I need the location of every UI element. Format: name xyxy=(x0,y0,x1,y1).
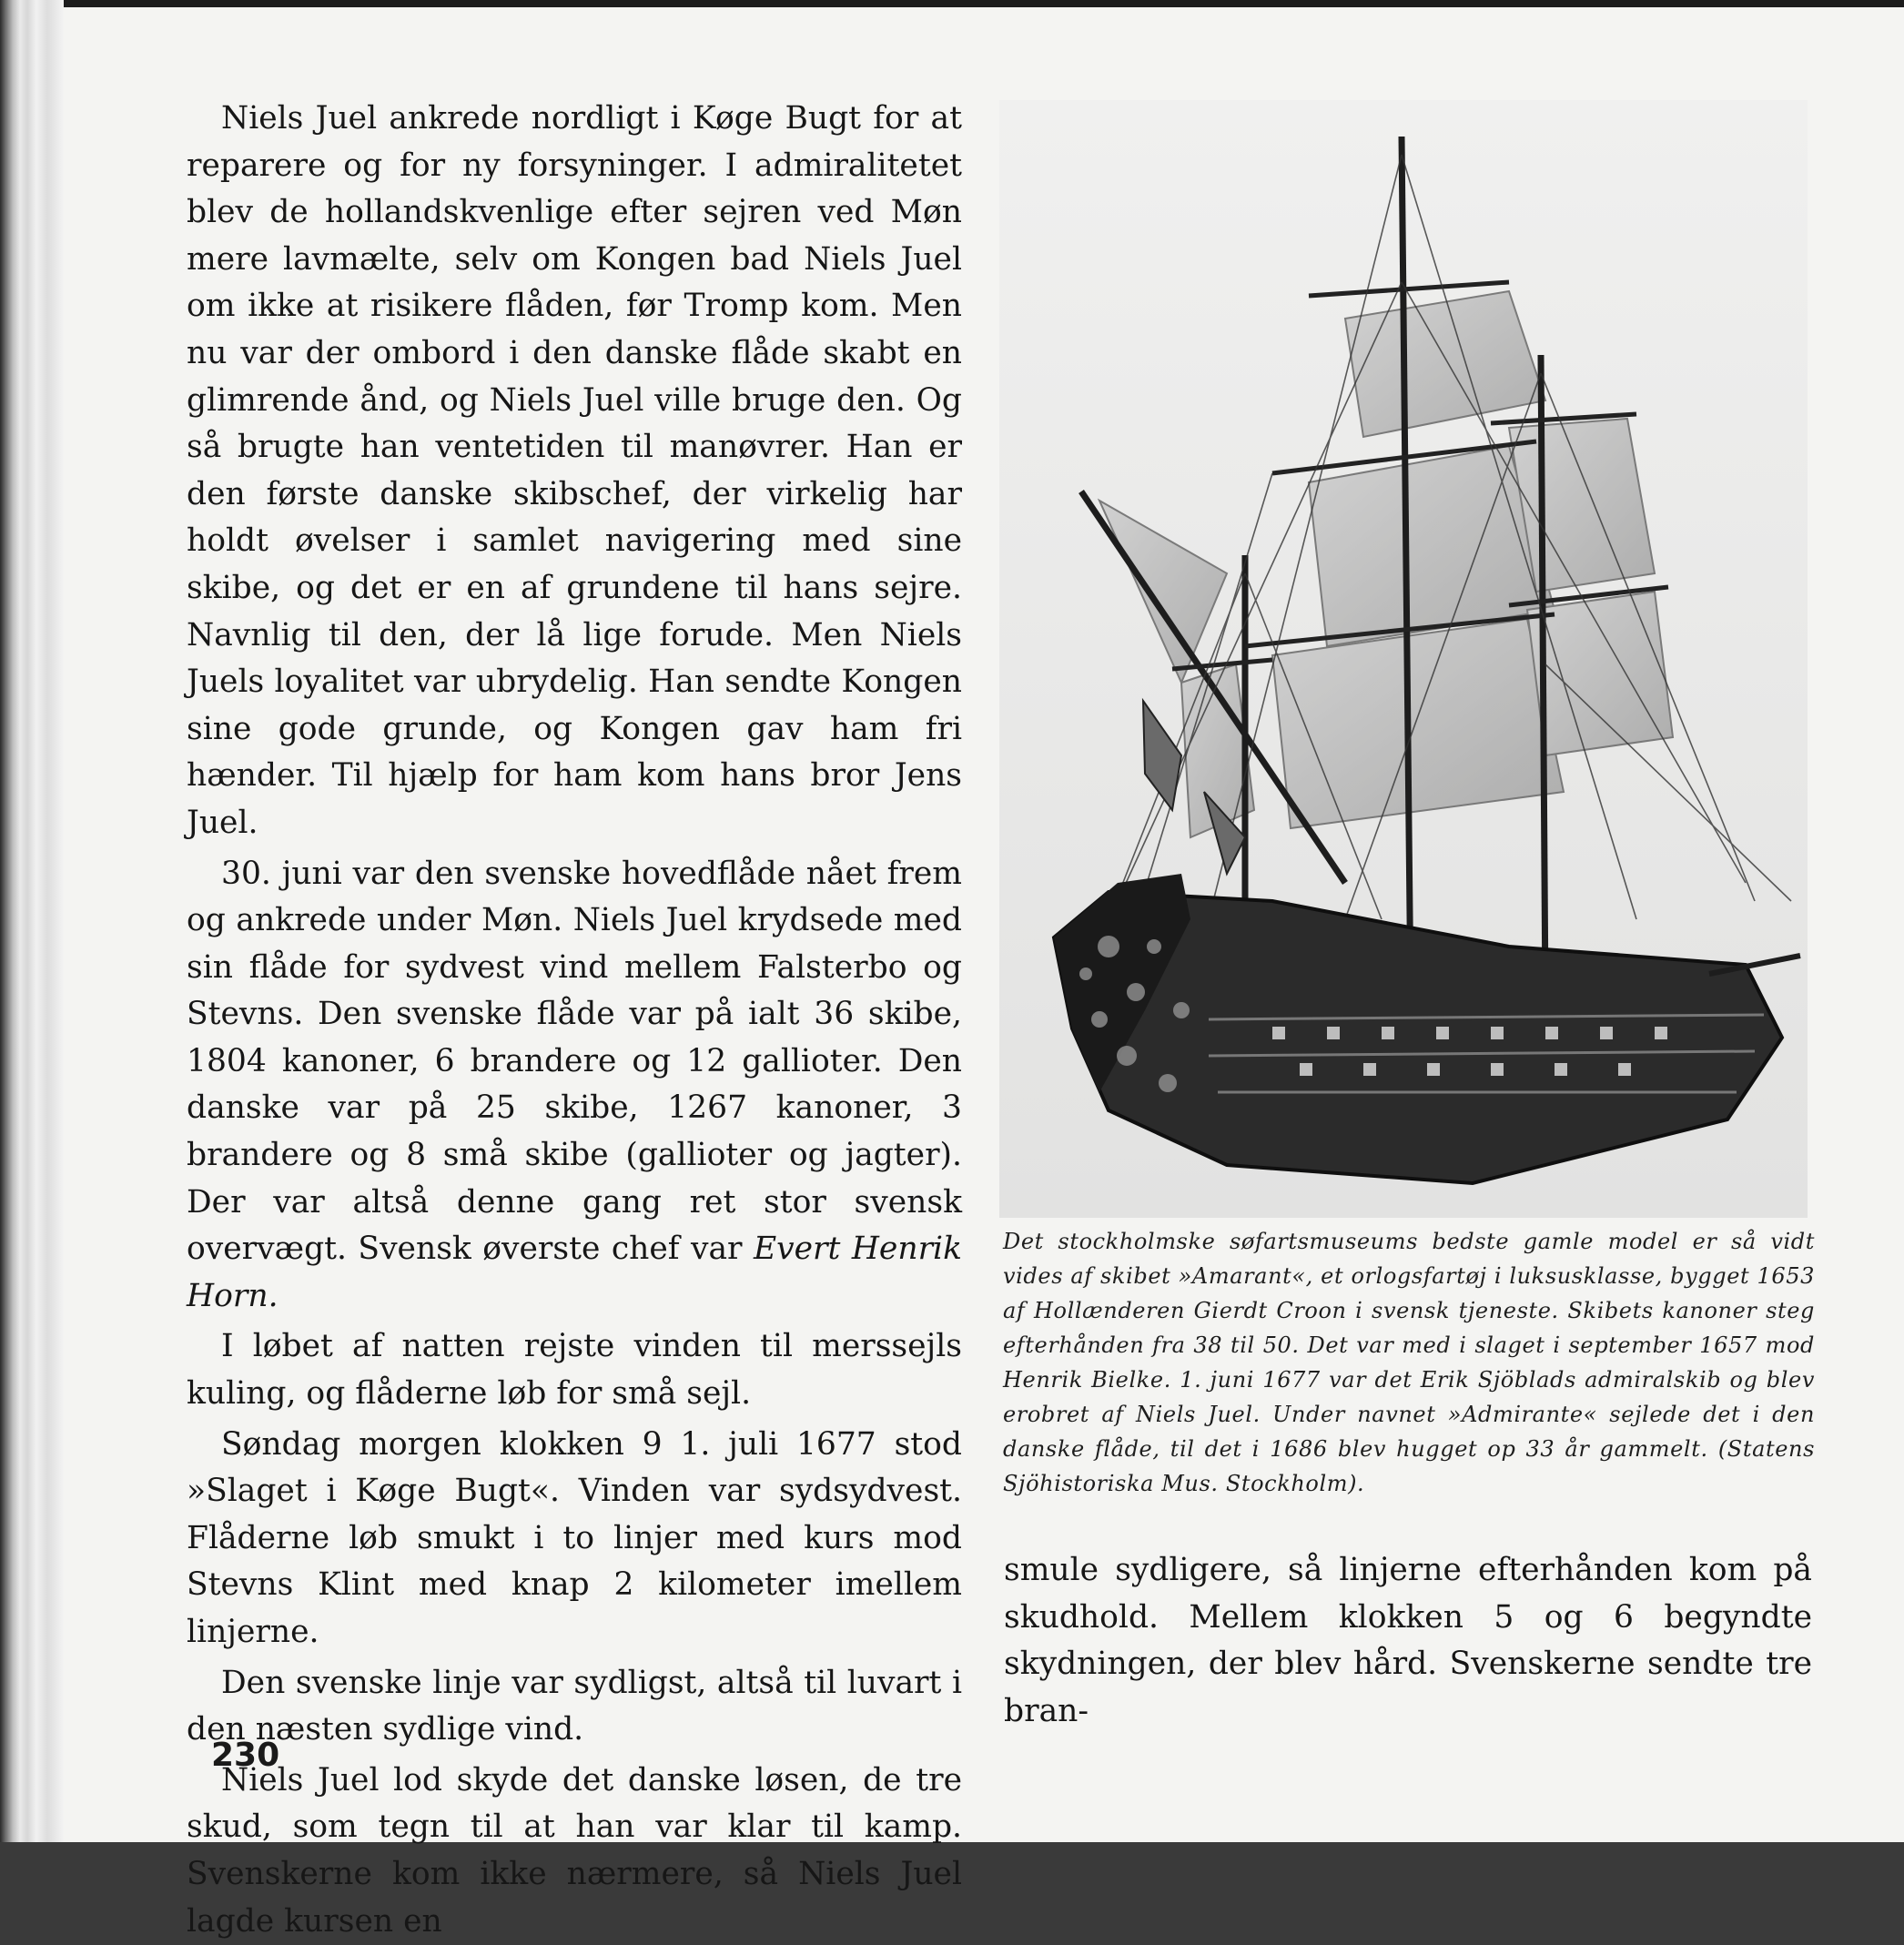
book-page-edges xyxy=(0,0,64,1842)
paragraph-2 xyxy=(187,851,962,1321)
paragraph-3: I løbet af natten rejste vinden til merssejls kuling, og flåderne løb for små sejl. xyxy=(187,1328,962,1413)
right-paragraph: smule sydligere, så linjerne efterhånden kom på skudhold. Mellem klokken 5 og 6 begyndte skydningen, der blev hård. Svenskerne sendte tre bran- xyxy=(1004,1552,1812,1729)
paragraph-2-text: 30. juni var den svenske hovedflåde nået frem og ankrede under Møn. Niels Juel krydsede med sin flåde for sydvest vind mellem Falsterbo og Stevns. Den svenske flåde var på ialt 36 skibe, 1804 kanoner, 6 brandere og 12 gallioter. Den danske var på 25 skibe, 1267 kanoner, 3 brandere og 8 små skibe (gallioter og jagter). Der var altså denne gang ret stor svensk overvægt. Svensk øverste chef var xyxy=(187,855,962,1268)
top-edge xyxy=(0,0,1904,7)
right-text-column xyxy=(1004,1547,1812,1735)
page-number: 230 xyxy=(211,1737,280,1774)
paragraph-6: Niels Juel lod skyde det danske løsen, de tre skud, som tegn til at han var klar til kamp. Svenskerne kom ikke nærmere, så Niels Juel lagde kursen en xyxy=(187,1761,962,1940)
paragraph-4: Søndag morgen klokken 9 1. juli 1677 stod »Slaget i Køge Bugt«. Vinden var sydsydvest. Flåderne løb smukt i to linjer med kurs mod Stevns Klint med knap 2 kilometer imellem linjerne. xyxy=(187,1425,962,1650)
figure-caption: Det stockholmske søfartsmuseums bedste gamle model er så vidt vides af skibet »Amarant«, et orlogsfartøj i luksusklasse, bygget 1653 af Hollænderen Gierdt Croon i svensk tjeneste. Skibets kanoner steg efterhånden fra 38 til 50. Det var med i slaget i september 1657 mod Henrik Bielke. 1. juni 1677 var det Erik Sjöblads admiralskib og blev erobret af Niels Juel. Under navnet »Admirante« sejlede det i den danske flåde, til det i 1686 blev hugget op 33 år gammelt. (Statens Sjöhistoriska Mus. Stockholm). xyxy=(1003,1229,1815,1496)
paragraph-1: Niels Juel ankrede nordligt i Køge Bugt for at reparere og for ny forsyninger. I admiralitetet blev de hollandskvenlige efter sejren ved Møn mere lavmælte, selv om Kongen bad Niels Juel om ikke at risikere flåden, før Tromp kom. Men nu var der ombord i den danske flåde skabt en glimrende ånd, og Niels Juel ville bruge den. Og så brugte han ventetiden til manøvrer. Han er den første danske skibschef, der virkelig har holdt øvelser i samlet navigering med sine skibe, og det er en af grundene til hans sejre. Navnlig til den, der lå lige forude. Men Niels Juels loyalitet var ubrydelig. Han sendte Kongen sine gode grunde, og Kongen gav ham fri hænder. Til hjælp for ham kom hans bror Jens Juel. xyxy=(187,100,962,841)
commander-name: Evert Henrik Horn. xyxy=(187,1231,962,1314)
left-text-column xyxy=(187,96,962,1945)
ship-model-photo xyxy=(999,100,1808,1218)
paragraph-5: Den svenske linje var sydligst, altså til luvart i den næsten sydlige vind. xyxy=(187,1664,962,1748)
ship-illustration xyxy=(999,100,1808,1218)
